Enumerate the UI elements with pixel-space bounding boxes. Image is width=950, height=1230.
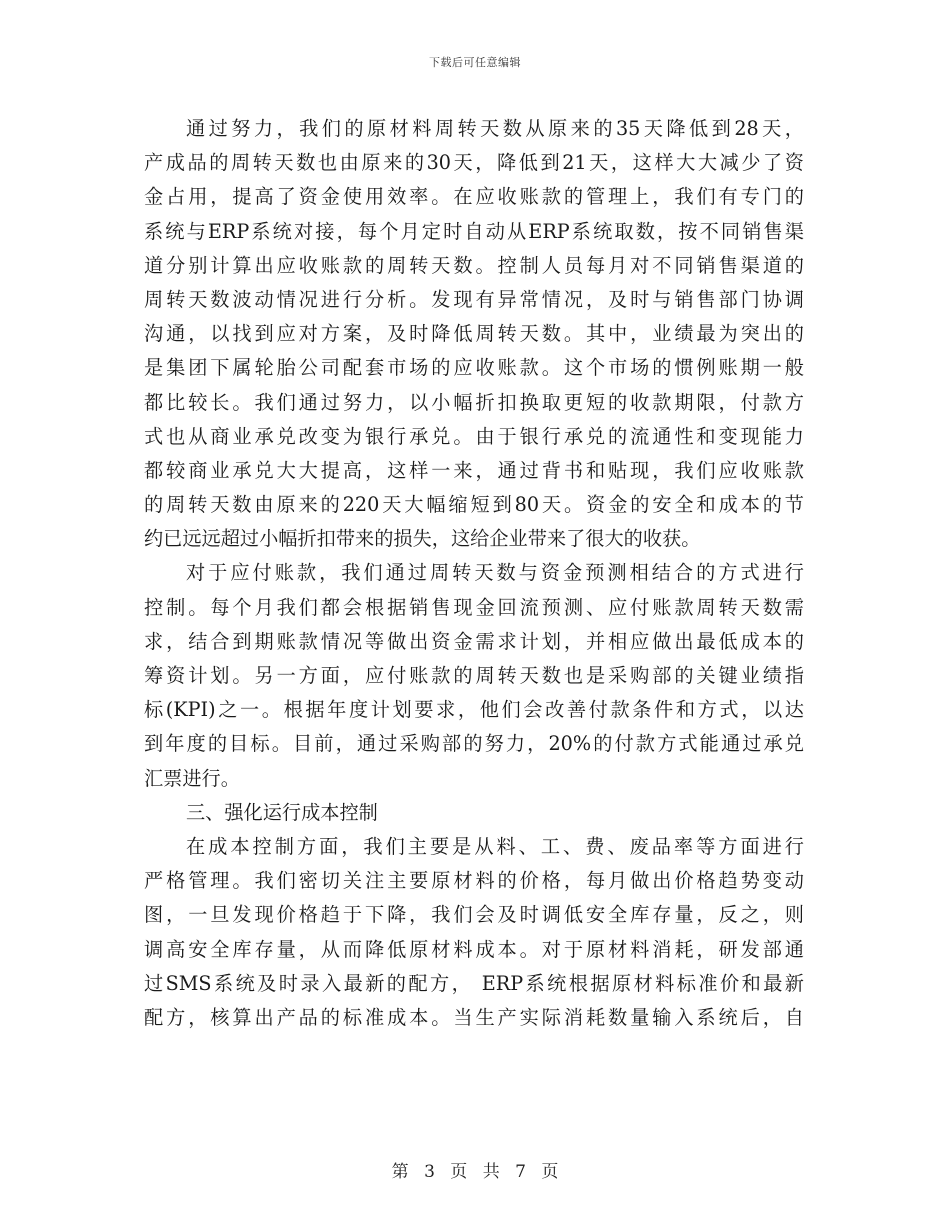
text-line: 是集团下属轮胎公司配套市场的应收账款。这个市场的惯例账期一般 xyxy=(144,356,804,380)
text-line: 对于应付账款，我们通过周转天数与资金预测相结合的方式进行 xyxy=(186,561,804,585)
document-body xyxy=(144,112,804,1035)
text-line: 图，一旦发现价格趋于下降，我们会及时调低安全库存量，反之，则 xyxy=(144,903,804,927)
page-suffix: 页 xyxy=(541,1162,559,1182)
text-line: 到年度的目标。目前，通过采购部的努力，20%的付款方式能通过承兑 xyxy=(144,732,804,756)
text-line: 求，结合到期账款情况等做出资金需求计划，并相应做出最低成本的 xyxy=(144,629,804,653)
text-line: 严格管理。我们密切关注主要原材料的价格，每月做出价格趋势变动 xyxy=(144,869,804,893)
text-line: 调高安全库存量，从而降低原材料成本。对于原材料消耗，研发部通 xyxy=(144,937,804,961)
text-line: 汇票进行。 xyxy=(144,766,240,790)
text-line: 都较商业承兑大大提高，这样一来，通过背书和贴现，我们应收账款 xyxy=(144,458,804,482)
text-line: 产成品的周转天数也由原来的30天，降低到21天，这样大大减少了资 xyxy=(144,151,804,175)
page-current: 3 xyxy=(424,1162,435,1182)
text-line: 控制。每个月我们都会根据销售现金回流预测、应付账款周转天数需 xyxy=(144,595,804,619)
text-line: 通过努力，我们的原材料周转天数从原来的35天降低到28天， xyxy=(186,117,804,140)
page-label: 页 xyxy=(450,1162,468,1182)
text-line: 在成本控制方面，我们主要是从料、工、费、废品率等方面进行 xyxy=(186,834,804,858)
text-line: 都比较长。我们通过努力，以小幅折扣换取更短的收款期限，付款方 xyxy=(144,390,804,414)
page-footer xyxy=(0,1157,950,1182)
text-line: 金占用，提高了资金使用效率。在应收账款的管理上，我们有专门的 xyxy=(144,185,804,209)
text-line: 三、强化运行成本控制 xyxy=(186,800,378,824)
page-prefix: 第 xyxy=(391,1162,409,1182)
text-line: 系统与ERP系统对接，每个月定时自动从ERP系统取数，按不同销售渠 xyxy=(144,219,804,243)
text-line: 周转天数波动情况进行分析。发现有异常情况，及时与销售部门协调 xyxy=(144,287,804,311)
text-line: 约已远远超过小幅折扣带来的损失，这给企业带来了很大的收获。 xyxy=(144,527,701,551)
page-total: 7 xyxy=(515,1162,526,1182)
text-line: 标(KPI)之一。根据年度计划要求，他们会改善付款条件和方式，以达 xyxy=(144,698,804,722)
text-line: 沟通，以找到应对方案，及时降低周转天数。其中，业绩最为突出的 xyxy=(144,322,804,346)
text-line: 的周转天数由原来的220天大幅缩短到80天。资金的安全和成本的节 xyxy=(144,493,804,517)
header-note: 下载后可任意编辑 xyxy=(429,56,521,69)
text-line: 过SMS系统及时录入最新的配方， ERP系统根据原材料标准价和最新 xyxy=(144,971,804,995)
text-line: 筹资计划。另一方面，应付账款的周转天数也是采购部的关键业绩指 xyxy=(144,664,804,687)
page-of-label: 共 xyxy=(482,1162,500,1182)
text-line: 配方，核算出产品的标准成本。当生产实际消耗数量输入系统后，自 xyxy=(144,1005,804,1029)
text-line: 道分别计算出应收账款的周转天数。控制人员每月对不同销售渠道的 xyxy=(144,253,804,277)
text-line: 式也从商业承兑改变为银行承兑。由于银行承兑的流通性和变现能力 xyxy=(144,424,804,448)
